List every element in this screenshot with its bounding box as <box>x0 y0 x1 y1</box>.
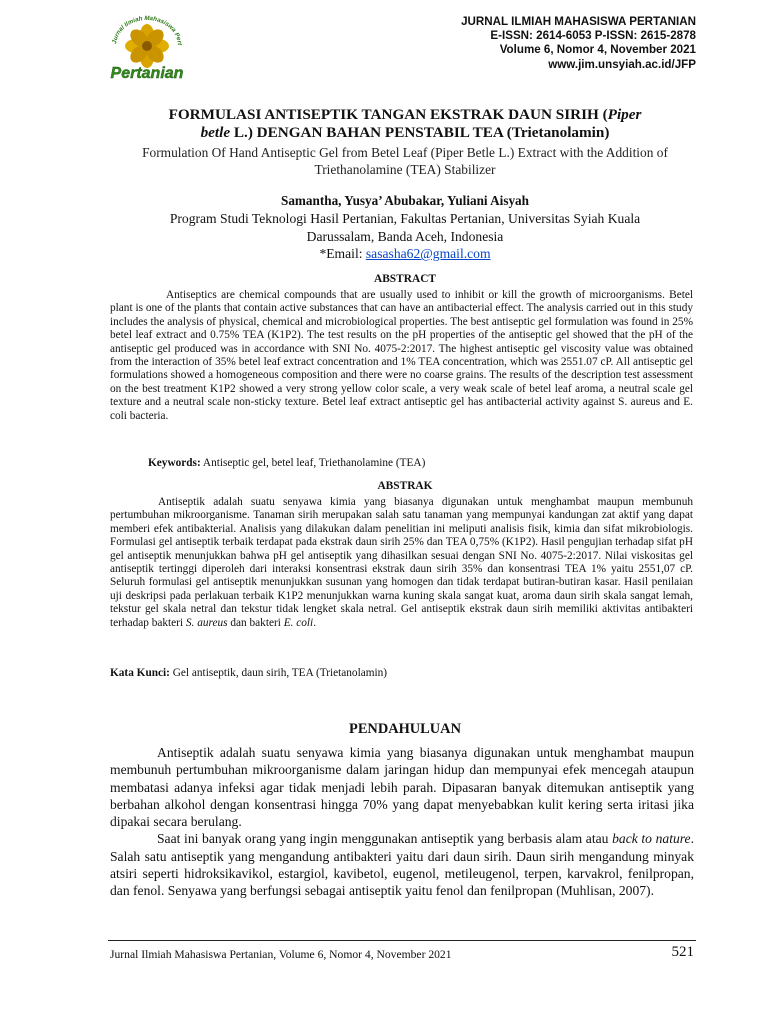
volume: Volume 6, Nomor 4, November 2021 <box>499 43 696 57</box>
journal-name: JURNAL ILMIAH MAHASISWA PERTANIAN <box>461 15 696 28</box>
abstract-heading: ABSTRACT <box>373 273 437 285</box>
journal-header <box>461 15 696 72</box>
section-heading: PENDAHULUAN <box>349 721 461 737</box>
authors-block <box>110 192 700 263</box>
body-paragraph: Antiseptik adalah suatu senyawa kimia yang biasanya digunakan untuk menghambat maupun membunuh pertumbuhan mikroorganisme dalam jaringan hidup dan mempunyai efek mencegah ataupun membatasi adanya infeksi agar tidak menjadi lebih parah. Dipasaran banyak ditemukan antiseptik yang berbahan alkohol dengan konsentrasi hingga 70% yang dapat menyebabkan kulit kering serta iritasi jika dipakai secara berulang. <box>110 745 694 830</box>
abstrak-heading: ABSTRAK <box>377 480 433 492</box>
kata-kunci: Kata Kunci: Gel antiseptik, daun sirih, TEA (Trietanolamin) <box>110 667 388 679</box>
journal-url[interactable]: www.jim.unsyiah.ac.id/JFP <box>548 57 696 71</box>
footer-divider <box>108 940 696 941</box>
title-block <box>110 106 700 178</box>
journal-logo <box>104 12 190 82</box>
abstrak-text: Antiseptik adalah suatu senyawa kimia yang biasanya digunakan untuk menghambat maupun membunuh pertumbuhan mikroorganisme. Tanaman sirih merupakan salah satu tanaman yang mempunyai kandungan zat aktif yang dapat memberi efek antibakterial. Analisis yang dilakukan dalam penelitian ini meliputi analisis fisik, kimia dan sifat mikrobiologis. Formulasi gel antiseptik terbaik terdapat pada ekstrak daun sirih 25% dan TEA 0,75% (K1P2). Hasil pengujian terhadap sifat pH gel antiseptik menunjukkan bahwa pH gel antiseptik yang dihasilkan sesuai dengan SNI No. 4075-2:2017. Nilai viskositas gel antiseptik tertinggi diperoleh dari interaksi konsentrasi ekstrak daun sirih 35% dan konsentrasi TEA 1% yaitu 2551,07 cP. Seluruh formulasi gel antiseptik menunjukkan susunan yang homogen dan tidak terdapat butiran-butiran kasar. Hasil penilaian uji deskripsi pada perlakuan terbaik K1P2 menunjukkan warna kuning skala sangat kuat, aroma daun sirih skala sangat lemah, tekstur gel skala netral dan tekstur tidak lengket skala netral. Gel antiseptik ekstrak daun sirih memiliki aktivitas antibakteri terhadap bakteri S. aureus dan bakteri E. coli. <box>110 496 693 629</box>
issn: E-ISSN: 2614-6053 P-ISSN: 2615-2878 <box>490 29 696 43</box>
body-text <box>110 744 694 900</box>
paper-subtitle: Formulation Of Hand Antiseptic Gel from Betel Leaf (Piper Betle L.) Extract with the Addition of Triethanolamine (TEA) Stabilizer <box>142 145 668 177</box>
abstract-text: Antiseptics are chemical compounds that are usually used to inhibit or kill the growth of microorganisms. Betel plant is one of the plants that contain active substances that can have an antibacterial effect. The analysis carried out in this study includes the analysis of physical, chemical and microbiological properties. The best antiseptic gel formulation was found in 25% betel leaf extract and 0.75% TEA (K1P2). The test results on the pH properties of the antiseptic gel showed that the pH of the antiseptic gel produced was in accordance with SNI No. 4075-2:2017. The highest antiseptic gel viscosity value was obtained from the interaction of 35% betel leaf extract concentration and 1% TEA concentration, which was 2551.07 cP. All antiseptic gel formulations showed a homogeneous composition and there were no coarse grains. The results of the description test assessment on the best treatment K1P2 showed a very strong yellow color scale, a very weak scale of betel leaf aroma, a neutral scale gel texture and a neutral scale non-sticky texture. Betel leaf extract antiseptic gel has antibacterial activity against S. aureus and E. coli bacteria. <box>110 289 693 422</box>
email-link[interactable]: sasasha62@gmail.com <box>365 246 491 261</box>
page-number: 521 <box>671 944 694 960</box>
body-paragraph: Saat ini banyak orang yang ingin menggunakan antiseptik yang berbasis alam atau back to nature. Salah satu antiseptik yang mengandung antibakteri yaitu dari daun sirih. Daun sirih mengandung minyak atsiri seperti hidroksikavikol, estargiol, kavibetol, eugenol, metileugenol, terpen, karvakrol, fenilpropan, dan fenol. Senyawa yang berfungsi sebagai antiseptik yaitu fenol dan fenilpropan (Muhlisan, 2007). <box>110 831 694 899</box>
flower-emblem-icon <box>125 24 169 68</box>
keywords: Keywords: Antiseptic gel, betel leaf, Triethanolamine (TEA) <box>148 457 426 469</box>
svg-text:Jurnal Ilmiah Mahasiswa Pertan: Jurnal Ilmiah Mahasiswa Pert <box>111 15 183 46</box>
paper-title: FORMULASI ANTISEPTIK TANGAN EKSTRAK DAUN SIRIH (Piper betle L.) DENGAN BAHAN PENSTABIL TEA (Trietanolamin) <box>168 106 642 141</box>
author-names: Samantha, Yusya’ Abubakar, Yuliani Aisyah <box>281 193 529 208</box>
footer-text: Jurnal Ilmiah Mahasiswa Pertanian, Volume 6, Nomor 4, November 2021 <box>110 948 452 961</box>
affiliation: Program Studi Teknologi Hasil Pertanian, Fakultas Pertanian, Universitas Syiah Kuala Darussalam, Banda Aceh, Indonesia *Email: sasasha62@gmail.com <box>169 211 641 261</box>
svg-text:Pertanian: Pertanian <box>110 65 184 82</box>
